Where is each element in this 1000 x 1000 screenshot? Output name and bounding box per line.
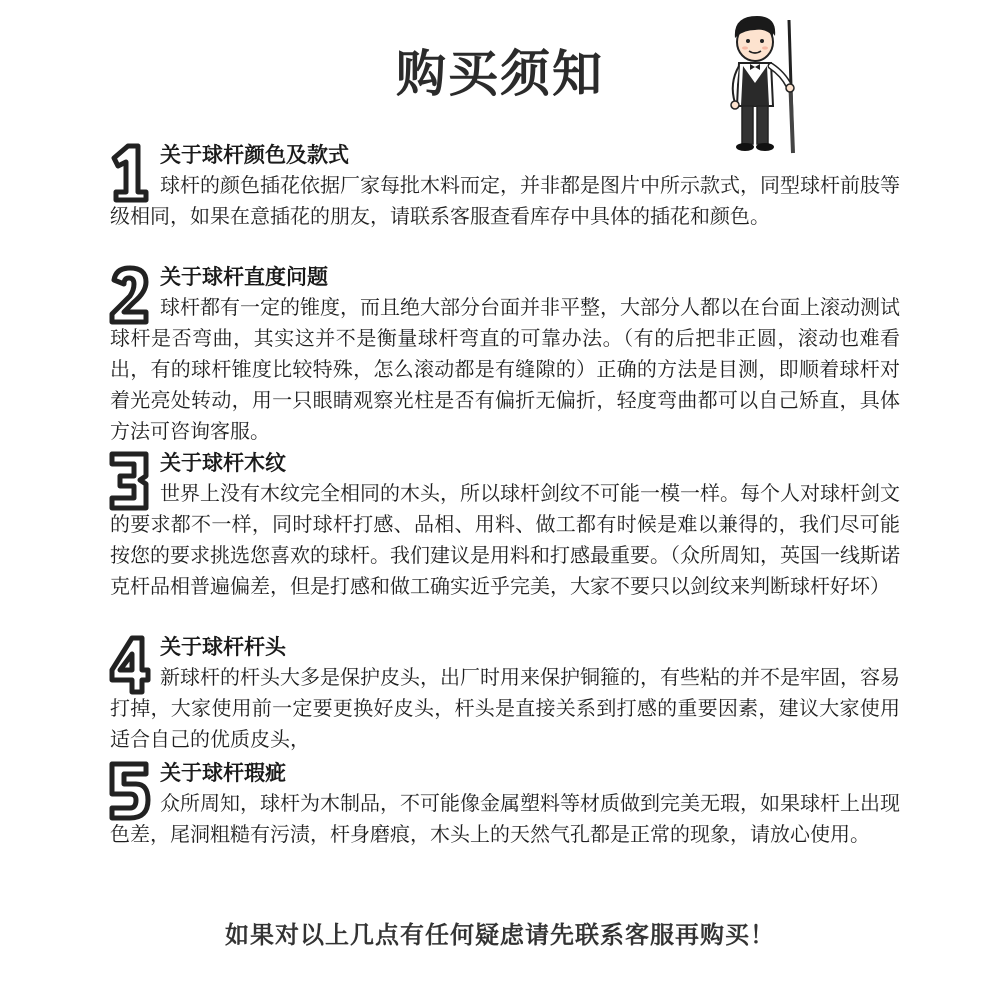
section-heading: 关于球杆木纹 [160, 451, 286, 475]
page-title: 购买须知 [396, 45, 604, 103]
section-body: 众所周知，球杆为木制品，不可能像金属塑料等材质做到完美无瑕，如果球杆上出现色差，尾洞粗糙有污渍，杆身磨痕，木头上的天然气孔都是正常的现象，请放心使用。 [110, 791, 900, 846]
section-body: 新球杆的杆头大多是保护皮头，出厂时用来保护铜箍的，有些粘的并不是牢固，容易打掉，大家使用前一定要更换好皮头，杆头是直接关系到打感的重要因素，建议大家使用适合自己的优质皮头， [110, 665, 900, 751]
section-heading: 关于球杆直度问题 [160, 265, 328, 289]
section-body: 球杆的颜色插花依据厂家每批木料而定，并非都是图片中所示款式，同型球杆前肢等级相同，如果在意插花的朋友，请联系客服查看库存中具体的插花和颜色。 [110, 173, 900, 228]
section-heading: 关于球杆瑕疵 [160, 761, 286, 785]
section-body: 球杆都有一定的锥度，而且绝大部分台面并非平整，大部分人都以在台面上滚动测试球杆是否弯曲，其实这并不是衡量球杆弯直的可靠办法。（有的后把非正圆，滚动也难看出，有的球杆锥度比较特殊，怎么滚动都是有缝隙的）正确的方法是目测，即顺着球杆对着光亮处转动，用一只眼睛观察光柱是否有偏折无偏折，轻度弯曲都可以自己矫直，具体方法可咨询客服。 [110, 295, 900, 443]
section-heading: 关于球杆杆头 [160, 635, 286, 659]
section-heading: 关于球杆颜色及款式 [160, 143, 349, 167]
snooker-player-cartoon-icon [715, 8, 815, 158]
section-body: 世界上没有木纹完全相同的木头，所以球杆剑纹不可能一模一样。每个人对球杆剑文的要求都不一样，同时球杆打感、品相、用料、做工都有时候是难以兼得的，我们尽可能按您的要求挑选您喜欢的球杆。我们建议是用料和打感最重要。（众所周知，英国一线斯诺克杆品相普遍偏差，但是打感和做工确实近乎完美，大家不要只以剑纹来判断球杆好坏） [110, 481, 900, 598]
footer-note: 如果对以上几点有任何疑虑请先联系客服再购买！ [225, 921, 775, 949]
